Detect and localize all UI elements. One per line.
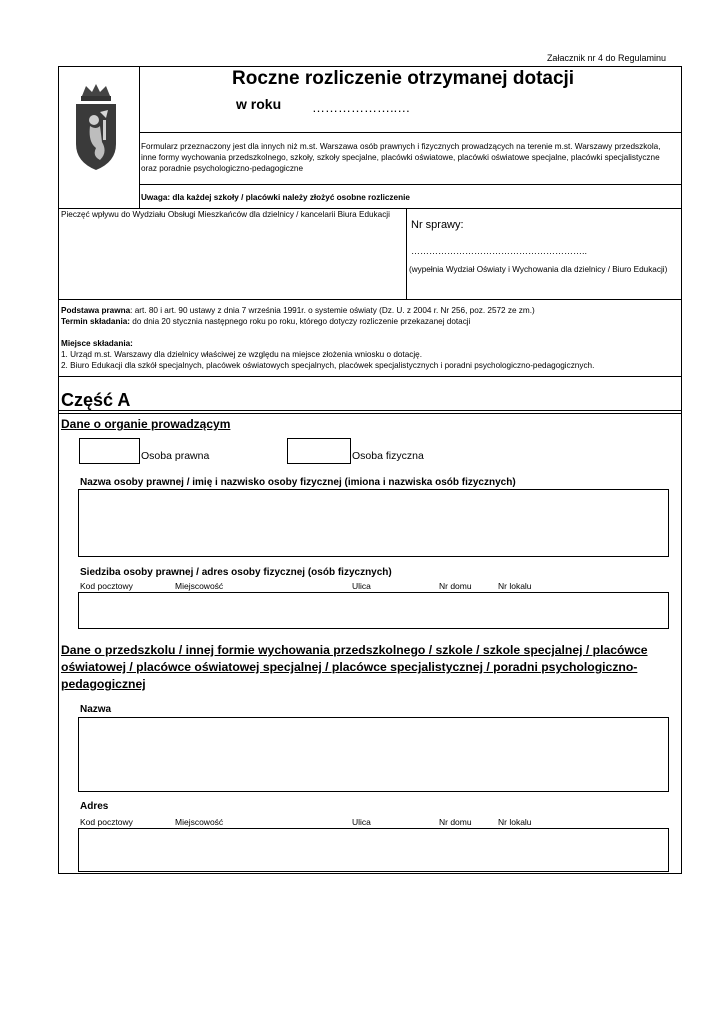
- col-street: Ulica: [352, 817, 371, 827]
- col-street: Ulica: [352, 581, 371, 591]
- col-apartment-no: Nr lokalu: [498, 581, 532, 591]
- legal-basis-text: : art. 80 i art. 90 ustawy z dnia 7 września 1991r. o systemie oświaty (Dz. U. z 2004 r. Nr 256, poz. 2572 ze zm.): [130, 306, 535, 315]
- warsaw-crest-icon: [70, 82, 122, 174]
- receipt-stamp-area: Pieczęć wpływu do Wydziału Obsługi Mieszkańców dla dzielnicy / kancelarii Biura Edukacji: [61, 210, 390, 219]
- school-address-input[interactable]: [78, 828, 669, 872]
- place-label: Miejsce składania:: [61, 339, 133, 348]
- legal-basis-label: Podstawa prawna: [61, 306, 131, 315]
- case-number-note: (wypełnia Wydział Oświaty i Wychowania dla dzielnicy / Biuro Edukacji): [409, 265, 668, 274]
- col-house-no: Nr domu: [439, 817, 472, 827]
- col-apartment-no: Nr lokalu: [498, 817, 532, 827]
- header-divider: [139, 66, 140, 209]
- form-title: Roczne rozliczenie otrzymanej dotacji: [232, 68, 575, 89]
- deadline: [61, 316, 681, 327]
- col-postal-code: Kod pocztowy: [80, 817, 133, 827]
- legal-person-checkbox[interactable]: [79, 438, 140, 464]
- col-postal-code: Kod pocztowy: [80, 581, 133, 591]
- deadline-text: do dnia 20 stycznia następnego roku po roku, którego dotyczy rozliczenie przekazanej dotacji: [130, 317, 471, 326]
- rule: [139, 184, 682, 185]
- rule: [58, 376, 682, 377]
- school-address-label: Adres: [80, 801, 109, 812]
- col-house-no: Nr domu: [439, 581, 472, 591]
- col-city: Miejscowość: [175, 581, 224, 591]
- separate-settlement-notice: Uwaga: dla każdej szkoły / placówki należy złożyć osobne rozliczenie: [141, 193, 410, 202]
- school-section-title: Dane o przedszkolu / innej formie wychowania przedszkolnego / szkole / szkole specjalnej / placówce oświatowej / placówce oświatowej specjalnej / placówce specjalistycznej / poradni psychologiczno-pedagogicznej: [61, 643, 648, 691]
- org-seat-input[interactable]: [78, 592, 669, 629]
- place-item-1: 1. Urząd m.st. Warszawy dla dzielnicy właściwej ze względu na miejsce złożenia wniosku o dotację.: [61, 350, 423, 359]
- place-item-2: 2. Biuro Edukacji dla szkół specjalnych, placówek oświatowych specjalnych, placówek specjalistycznych i poradni psychologiczno-pedagogicznych.: [61, 361, 595, 370]
- rule: [58, 299, 682, 300]
- case-number-label: Nr sprawy:: [411, 219, 464, 231]
- school-name-label: Nazwa: [80, 704, 112, 715]
- registry-divider: [406, 208, 407, 299]
- rule: [139, 132, 682, 133]
- legal-basis: [61, 305, 681, 316]
- year-field[interactable]: ………………..…: [312, 100, 411, 115]
- legal-person-label: Osoba prawna: [141, 450, 210, 462]
- case-number-field[interactable]: …………………………………………………..: [411, 246, 588, 256]
- year-label: w roku: [236, 96, 282, 112]
- org-name-label: Nazwa osoby prawnej / imię i nazwisko osoby fizycznej (imiona i nazwiska osób fizycznych): [80, 477, 516, 488]
- org-name-input[interactable]: [78, 489, 669, 557]
- natural-person-checkbox[interactable]: [287, 438, 351, 464]
- org-seat-label: Siedziba osoby prawnej / adres osoby fizycznej (osób fizycznych): [80, 567, 392, 578]
- school-name-input[interactable]: [78, 717, 669, 792]
- attachment-note: Załacznik nr 4 do Regulaminu: [546, 53, 666, 63]
- legal-info: [61, 305, 681, 371]
- deadline-label: Termin składania:: [61, 317, 131, 326]
- col-city: Miejscowość: [175, 817, 224, 827]
- rule: [58, 413, 682, 414]
- rule: [58, 410, 682, 411]
- org-section-title: Dane o organie prowadzącym: [61, 417, 231, 431]
- part-a-title: Część A: [61, 390, 131, 410]
- form-description: Formularz przeznaczony jest dla innych niż m.st. Warszawa osób prawnych i fizycznych prowadzących na terenie m.st. Warszawy przedszkola, inne formy wychowania przedszkolnego, szkoły, szkoły specjalne, placówki oświatowe, placówki oświatowe specjalne, placówki specjalistyczne oraz poradnie psychologiczno-pedagogiczne: [141, 142, 661, 173]
- natural-person-label: Osoba fizyczna: [352, 450, 424, 462]
